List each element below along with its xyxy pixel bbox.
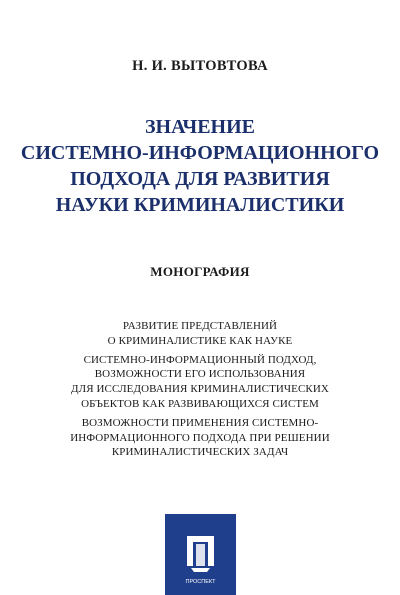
publisher-logo bbox=[165, 514, 236, 595]
contents-line: ОБЪЕКТОВ КАК РАЗВИВАЮЩИХСЯ СИСТЕМ bbox=[81, 397, 319, 410]
contents-section bbox=[0, 353, 400, 412]
contents-line: РАЗВИТИЕ ПРЕДСТАВЛЕНИЙ bbox=[122, 320, 278, 332]
title-line: ПОДХОДА ДЛЯ РАЗВИТИЯ bbox=[70, 168, 330, 190]
contents-list bbox=[0, 319, 400, 464]
contents-line: ВОЗМОЖНОСТИ ЕГО ИСПОЛЬЗОВАНИЯ bbox=[94, 368, 306, 381]
contents-line: ИНФОРМАЦИОННОГО ПОДХОДА ПРИ РЕШЕНИИ bbox=[70, 431, 330, 444]
contents-line: СИСТЕМНО-ИНФОРМАЦИОННЫЙ ПОДХОД, bbox=[83, 353, 317, 366]
contents-line: КРИМИНАЛИСТИЧЕСКИХ ЗАДАЧ bbox=[111, 446, 289, 459]
title-line: СИСТЕМНО-ИНФОРМАЦИОННОГО bbox=[20, 142, 380, 164]
contents-section bbox=[0, 416, 400, 460]
publisher-name: ПРОСПЕКТ bbox=[185, 579, 216, 585]
publisher-emblem-icon bbox=[165, 514, 236, 595]
contents-line: ДЛЯ ИССЛЕДОВАНИЯ КРИМИНАЛИСТИЧЕСКИХ bbox=[71, 383, 329, 396]
contents-section bbox=[0, 319, 400, 349]
title-line: ЗНАЧЕНИЕ bbox=[145, 116, 255, 138]
genre-label: МОНОГРАФИЯ bbox=[150, 264, 250, 279]
contents-line: О КРИМИНАЛИСТИКЕ КАК НАУКЕ bbox=[107, 334, 293, 347]
contents-line: ВОЗМОЖНОСТИ ПРИМЕНЕНИЯ СИСТЕМНО- bbox=[81, 416, 319, 429]
author-name: Н. И. ВЫТОВТОВА bbox=[132, 58, 268, 74]
title-line: НАУКИ КРИМИНАЛИСТИКИ bbox=[55, 194, 345, 216]
book-title bbox=[0, 114, 400, 218]
